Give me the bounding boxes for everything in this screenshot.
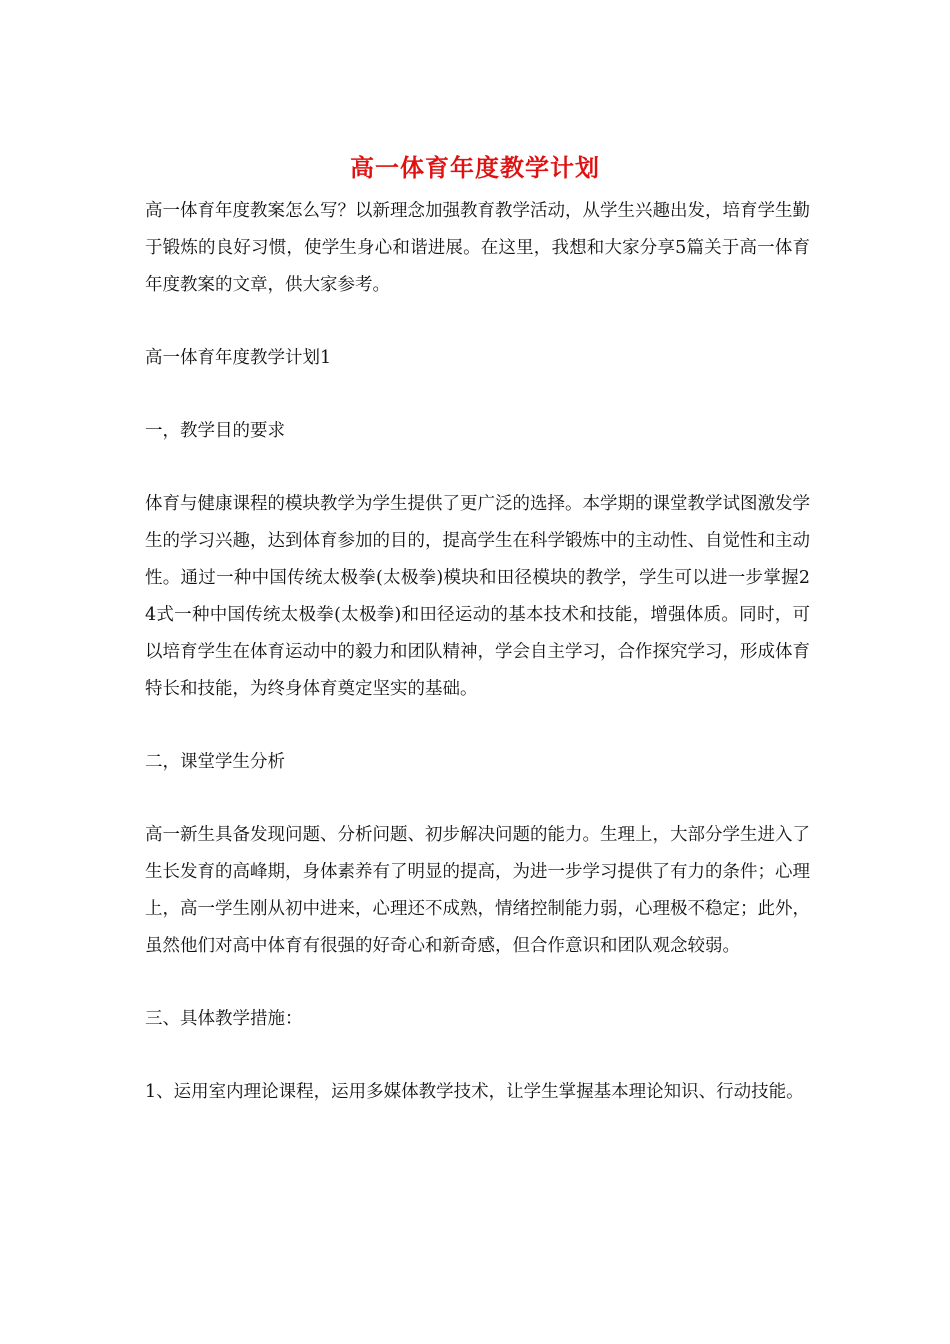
section-heading-teaching-measures: 三、具体教学措施： (145, 1009, 303, 1029)
section-heading-student-analysis: 二，课堂学生分析 (145, 752, 285, 772)
section-heading-plan-1: 高一体育年度教学计划1 (145, 348, 332, 368)
intro-paragraph: 高一体育年度教案怎么写？以新理念加强教育教学活动，从学生兴趣出发，培育学生勤于锻炼的良好习惯，使学生身心和谐进展。在这里，我想和大家分享5篇关于高一体育年度教案的文章，供大家参考。 (145, 201, 810, 295)
teaching-measure-item-1: 1、运用室内理论课程，运用多媒体教学技术，让学生掌握基本理论知识、行动技能。 (145, 1082, 804, 1102)
document-body (145, 193, 810, 1111)
student-analysis-paragraph: 高一新生具备发现问题、分析问题、初步解决问题的能力。生理上，大部分学生进入了生长发育的高峰期，身体素养有了明显的提高，为进一步学习提供了有力的条件；心理上，高一学生刚从初中进来，心理还不成熟，情绪控制能力弱，心理极不稳定；此外，虽然他们对高中体育有很强的好奇心和新奇感，但合作意识和团队观念较弱。 (145, 825, 810, 956)
teaching-goals-paragraph: 体育与健康课程的模块教学为学生提供了更广泛的选择。本学期的课堂教学试图激发学生的学习兴趣，达到体育参加的目的，提高学生在科学锻炼中的主动性、自觉性和主动性。通过一种中国传统太极拳(太极拳)模块和田径模块的教学，学生可以进一步掌握24式一种中国传统太极拳(太极拳)和田径运动的基本技术和技能，增强体质。同时，可以培育学生在体育运动中的毅力和团队精神，学会自主学习，合作探究学习，形成体育特长和技能，为终身体育奠定坚实的基础。 (145, 494, 810, 699)
document-title: 高一体育年度教学计划 (350, 153, 600, 182)
section-heading-teaching-goals: 一，教学目的要求 (145, 421, 285, 441)
